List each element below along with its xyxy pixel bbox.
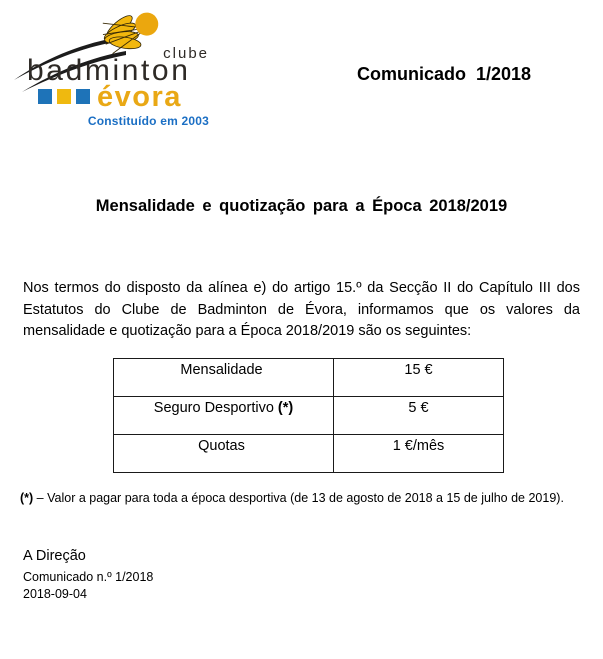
logo-word-clube: clube	[163, 45, 209, 62]
fee-label: Quotas	[198, 438, 245, 454]
fee-value: 1 €/mês	[392, 438, 445, 454]
fee-value-cell	[334, 397, 504, 435]
table-row	[114, 435, 504, 473]
logo-color-squares	[38, 89, 90, 104]
body-line-3: mensalidade e quotização para a Época 2018/2019 são os seguintes:	[23, 323, 472, 339]
fees-table	[113, 358, 504, 473]
logo-word-badminton: badminton	[27, 54, 191, 87]
footnote-text: – Valor a pagar para toda a época desportiva (de 13 de agosto de 2018 a 15 de julho de 2019).	[33, 491, 564, 505]
body-line-1: Nos termos do disposto da alínea e) do artigo 15.º da Secção II do Capítulo III dos	[23, 280, 580, 296]
fee-value-cell	[334, 435, 504, 473]
logo-established-text: Constituído em 2003	[87, 114, 209, 128]
signature-reference: Comunicado n.º 1/2018	[23, 570, 154, 584]
signature-signer: A Direção	[23, 548, 86, 564]
body-line-2: Estatutos do Clube de Badminton de Évora, informamos que os valores da	[23, 301, 580, 318]
logo-square-yellow	[57, 89, 71, 104]
fee-label: Seguro Desportivo	[153, 400, 274, 416]
fee-note: (*)	[277, 400, 294, 416]
body-paragraph	[23, 278, 580, 343]
footnote	[20, 490, 590, 506]
fee-value: 15 €	[404, 362, 433, 378]
document-title: Mensalidade e quotização para a Época 2018/2019	[95, 197, 508, 215]
signature-date: 2018-09-04	[23, 587, 87, 601]
table-row	[114, 359, 504, 397]
logo-square-blue-2	[76, 89, 90, 104]
fee-label-cell	[114, 397, 334, 435]
fee-value-cell	[334, 359, 504, 397]
fee-label-cell	[114, 359, 334, 397]
fee-label-cell	[114, 435, 334, 473]
logo-word-evora: évora	[97, 81, 182, 113]
club-logo	[0, 0, 218, 138]
communique-number-title: Comunicado 1/2018	[357, 64, 532, 84]
fee-label: Mensalidade	[180, 362, 263, 378]
fee-value: 5 €	[408, 400, 429, 416]
table-row	[114, 397, 504, 435]
logo-square-blue-1	[38, 89, 52, 104]
footnote-marker: (*)	[20, 491, 34, 505]
